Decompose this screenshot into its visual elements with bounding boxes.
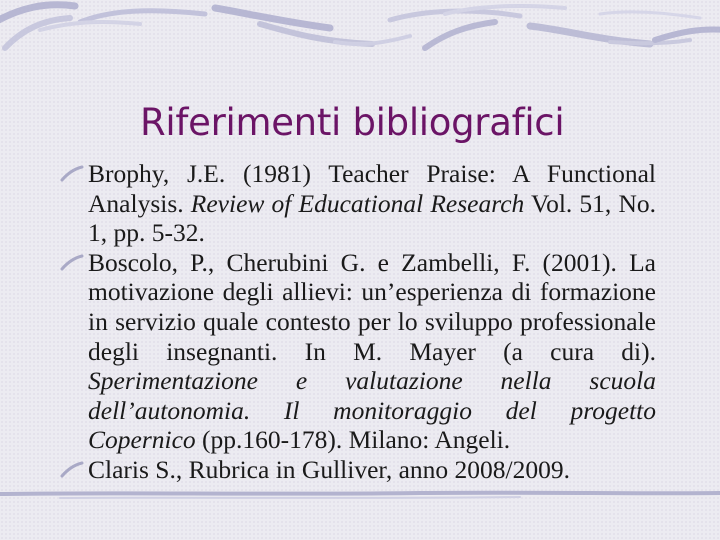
page-title: Riferimenti bibliografici xyxy=(140,101,565,144)
reference-text-italic: Sperimentazione e valutazione nella scuola dell’autonomia. Il monitoraggio del progetto Copernico xyxy=(88,366,656,455)
decorative-brush-stroke-bottom xyxy=(0,488,720,502)
stroke-bullet-icon xyxy=(59,165,85,183)
decorative-brush-strokes-top xyxy=(0,0,720,60)
list-item xyxy=(56,248,656,455)
list-item xyxy=(56,159,656,248)
reference-text: (pp.160-178). Milano: Angeli. xyxy=(195,425,511,455)
reference-text: Vol. 51, No. 1, pp. 5-32. xyxy=(88,188,657,248)
stroke-bullet-icon xyxy=(59,461,85,479)
reference-list xyxy=(56,159,656,485)
list-item xyxy=(56,455,656,485)
stroke-bullet-icon xyxy=(59,254,85,272)
reference-text: Brophy, J.E. (1981) Teacher Praise: A Functional Analysis. xyxy=(88,159,656,218)
reference-text: Claris S., Rubrica in Gulliver, anno 2008/2009. xyxy=(88,454,571,484)
reference-text: Boscolo, P., Cherubini G. e Zambelli, F. (2001). La motivazione degli allievi: un’esperienza di formazione in servizio quale contesto per lo sviluppo professionale degli insegnanti. In M. Mayer (a cura di). xyxy=(88,247,656,366)
reference-text-italic: Review of Educational Research xyxy=(190,188,525,218)
